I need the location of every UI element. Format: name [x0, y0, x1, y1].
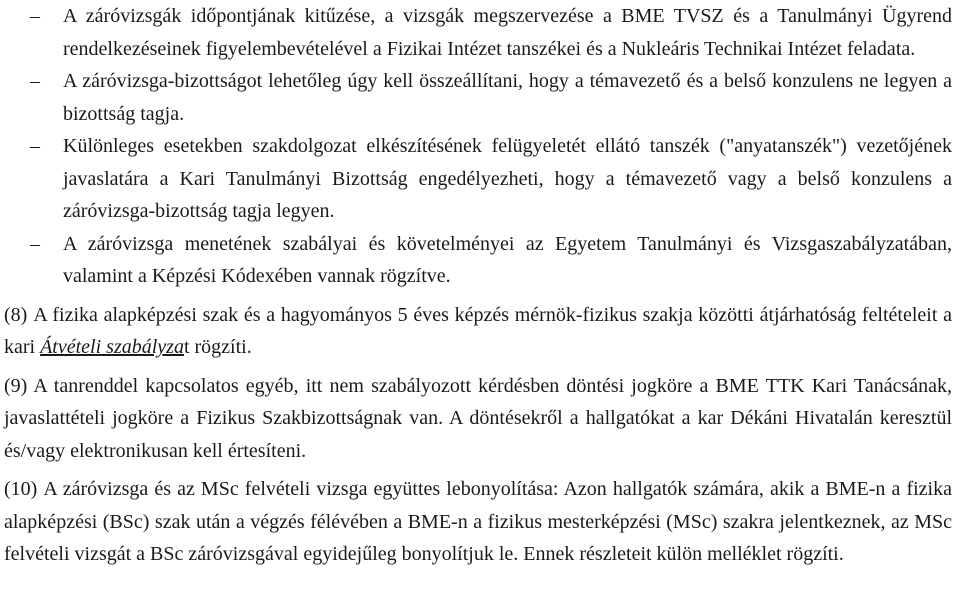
- paragraph-text: A fizika alapképzési szak és a hagyományos 5 éves képzés mérnök-fizikus szakja közötti átjárhatóság feltételeit a kari: [4, 303, 952, 358]
- bullet-text: Különleges esetekben szakdolgozat elkészítésének felügyeletét ellátó tanszék ("anyatanszék") vezetőjének javaslatára a Kari Tanulmányi Bizottság engedélyezheti, hogy a témavezető vagy a belső konzulens a záróvizsga-bizottság tagja legyen.: [63, 135, 952, 222]
- bullet-dash: –: [30, 232, 40, 255]
- bullet-item-3: [30, 130, 952, 228]
- paragraph-text: A záróvizsga és az MSc felvételi vizsga együttes lebonyolítása: Azon hallgatók számára, akik a BME-n a fizika alapképzési (BSc) szak után a végzés félévében a BME-n a fizikus mesterképzési (MSc) szakra jelentkeznek, az MSc felvételi vizsgát a BSc záróvizsgával egyidejűleg bonyolítjuk le. Ennek részleteit külön melléklet rögzíti.: [4, 478, 952, 565]
- bullet-text: A záróvizsgák időpontjának kitűzése, a vizsgák megszervezése a BME TVSZ és a Tanulmányi Ügyrend rendelkezéseinek figyelembevételével a Fizikai Intézet tanszékei és a Nukleáris Technikai Intézet feladata.: [63, 5, 952, 60]
- paragraph-8: [4, 299, 952, 364]
- bullet-dash: –: [30, 5, 40, 27]
- paragraph-number: (9): [4, 374, 28, 397]
- bullet-list: [30, 0, 952, 293]
- paragraph-text: A tanrenddel kapcsolatos egyéb, itt nem szabályozott kérdésben döntési jogköre a BME TTK Kari Tanácsának, javaslattételi jogköre a Fizikus Szakbizottságnak van. A döntésekről a hallgatókat a kar Dékáni Hivatalán keresztül és/vagy elektronikusan kell értesíteni.: [4, 374, 952, 462]
- bullet-text: A záróvizsga menetének szabályai és követelményei az Egyetem Tanulmányi és Vizsgaszabályzatában, valamint a Képzési Kódexében vannak rögzítve.: [63, 232, 952, 287]
- bullet-item-2: [30, 65, 952, 130]
- bullet-dash: –: [30, 70, 40, 92]
- regulation-reference: Átvételi szabályza: [40, 336, 184, 358]
- paragraph-10: [4, 473, 952, 571]
- bullet-item-4: [30, 228, 952, 293]
- paragraph-9: [4, 370, 952, 468]
- paragraph-text-end: t rögzíti.: [183, 336, 252, 358]
- bullet-item-1: [30, 0, 952, 65]
- paragraph-number: (8): [4, 303, 28, 326]
- bullet-text: A záróvizsga-bizottságot lehetőleg úgy kell összeállítani, hogy a témavezető és a belső konzulens ne legyen a bizottság tagja.: [63, 70, 952, 125]
- paragraph-number: (10): [4, 478, 38, 500]
- bullet-dash: –: [30, 135, 40, 157]
